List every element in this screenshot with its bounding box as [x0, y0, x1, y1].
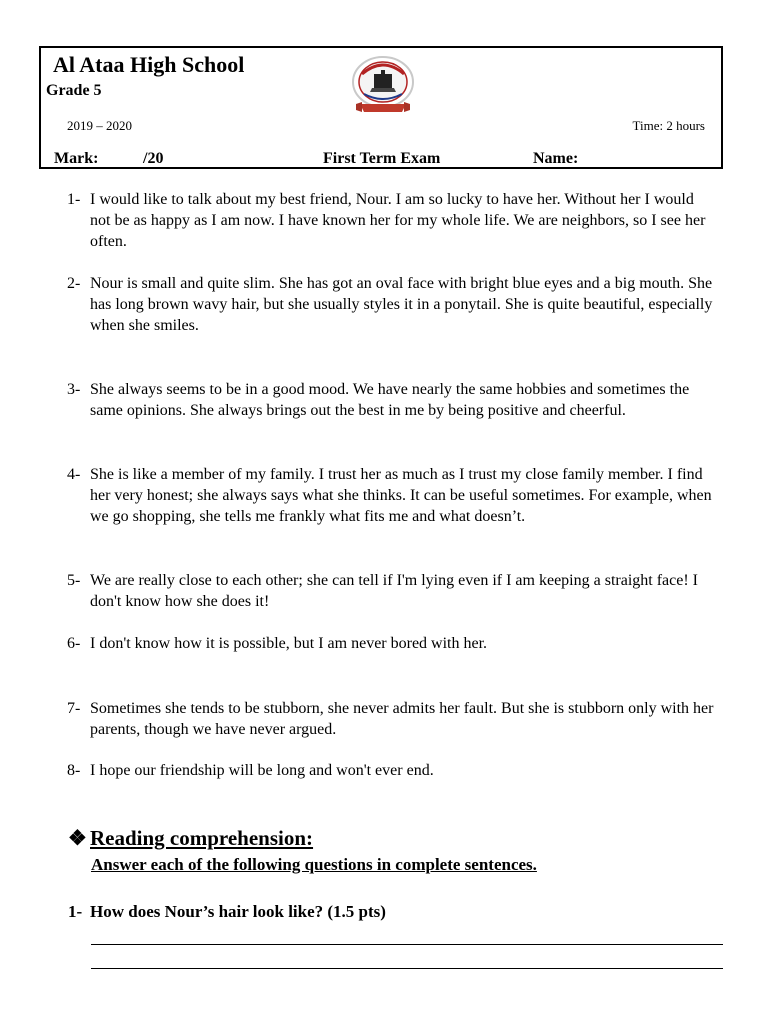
exam-title: First Term Exam — [323, 150, 441, 167]
question-text: How does Nour’s hair look like? (1.5 pts) — [90, 902, 386, 921]
paragraph-text: Nour is small and quite slim. She has got an oval face with bright blue eyes and a big mouth. She has long brown wavy hair, but she usually styles it in a ponytail. She is quite beautiful, especially when she smiles. — [90, 275, 713, 334]
paragraph-1 — [67, 189, 727, 252]
paragraph-8 — [67, 760, 727, 781]
grade-label: Grade 5 — [46, 82, 102, 99]
school-year: 2019 – 2020 — [67, 118, 132, 133]
paragraph-2 — [67, 273, 727, 336]
paragraph-number: 4- — [67, 466, 81, 483]
paragraph-number: 2- — [67, 275, 81, 292]
name-label: Name: — [533, 150, 579, 167]
diamond-bullet-icon: ❖ — [68, 826, 87, 850]
paragraph-4 — [67, 464, 727, 527]
paragraph-text: We are really close to each other; she can tell if I'm lying even if I am keeping a straight face! I don't know how she does it! — [90, 572, 698, 610]
paragraph-text: Sometimes she tends to be stubborn, she never admits her fault. But she is stubborn only with her parents, though we have never argued. — [90, 700, 714, 738]
school-name: Al Ataa High School — [53, 52, 245, 77]
paragraph-3 — [67, 379, 727, 421]
mark-total: /20 — [143, 150, 164, 167]
paragraph-5 — [67, 570, 727, 612]
paragraph-number: 5- — [67, 572, 81, 589]
paragraph-6 — [67, 633, 727, 654]
section-instruction: Answer each of the following questions in complete sentences. — [91, 855, 537, 874]
question-number: 1- — [68, 902, 83, 921]
paragraph-text: She is like a member of my family. I trust her as much as I trust my close family member. I find her very honest; she always says what she thinks. It can be useful sometimes. For example, when we go shopping, she tells me frankly what fits me and what doesn’t. — [90, 466, 712, 525]
name-field-line[interactable] — [586, 168, 718, 169]
exam-header — [39, 46, 723, 169]
paragraph-number: 3- — [67, 381, 81, 398]
answer-line[interactable] — [91, 968, 723, 969]
paragraph-text: I would like to talk about my best friend, Nour. I am so lucky to have her. Without her I would not be as happy as I am now. I have known her for my whole life. We are neighbors, so I see her often. — [90, 191, 706, 250]
answer-line[interactable] — [91, 944, 723, 945]
paragraph-number: 1- — [67, 191, 81, 208]
paragraph-number: 8- — [67, 762, 81, 779]
paragraph-text: I don't know how it is possible, but I am never bored with her. — [90, 635, 488, 652]
section-title: Reading comprehension: — [90, 826, 314, 850]
mark-label: Mark: — [54, 150, 99, 167]
paragraph-text: She always seems to be in a good mood. We have nearly the same hobbies and sometimes the same opinions. She always brings out the best in me by being positive and cheerful. — [90, 381, 690, 419]
paragraph-number: 6- — [67, 635, 81, 652]
question-1 — [68, 902, 386, 922]
paragraph-number: 7- — [67, 700, 81, 717]
school-seal-icon — [348, 54, 418, 118]
paragraph-7 — [67, 698, 727, 740]
reading-comprehension-heading — [68, 826, 313, 851]
exam-time: Time: 2 hours — [632, 118, 705, 133]
paragraph-text: I hope our friendship will be long and won't ever end. — [90, 762, 434, 779]
